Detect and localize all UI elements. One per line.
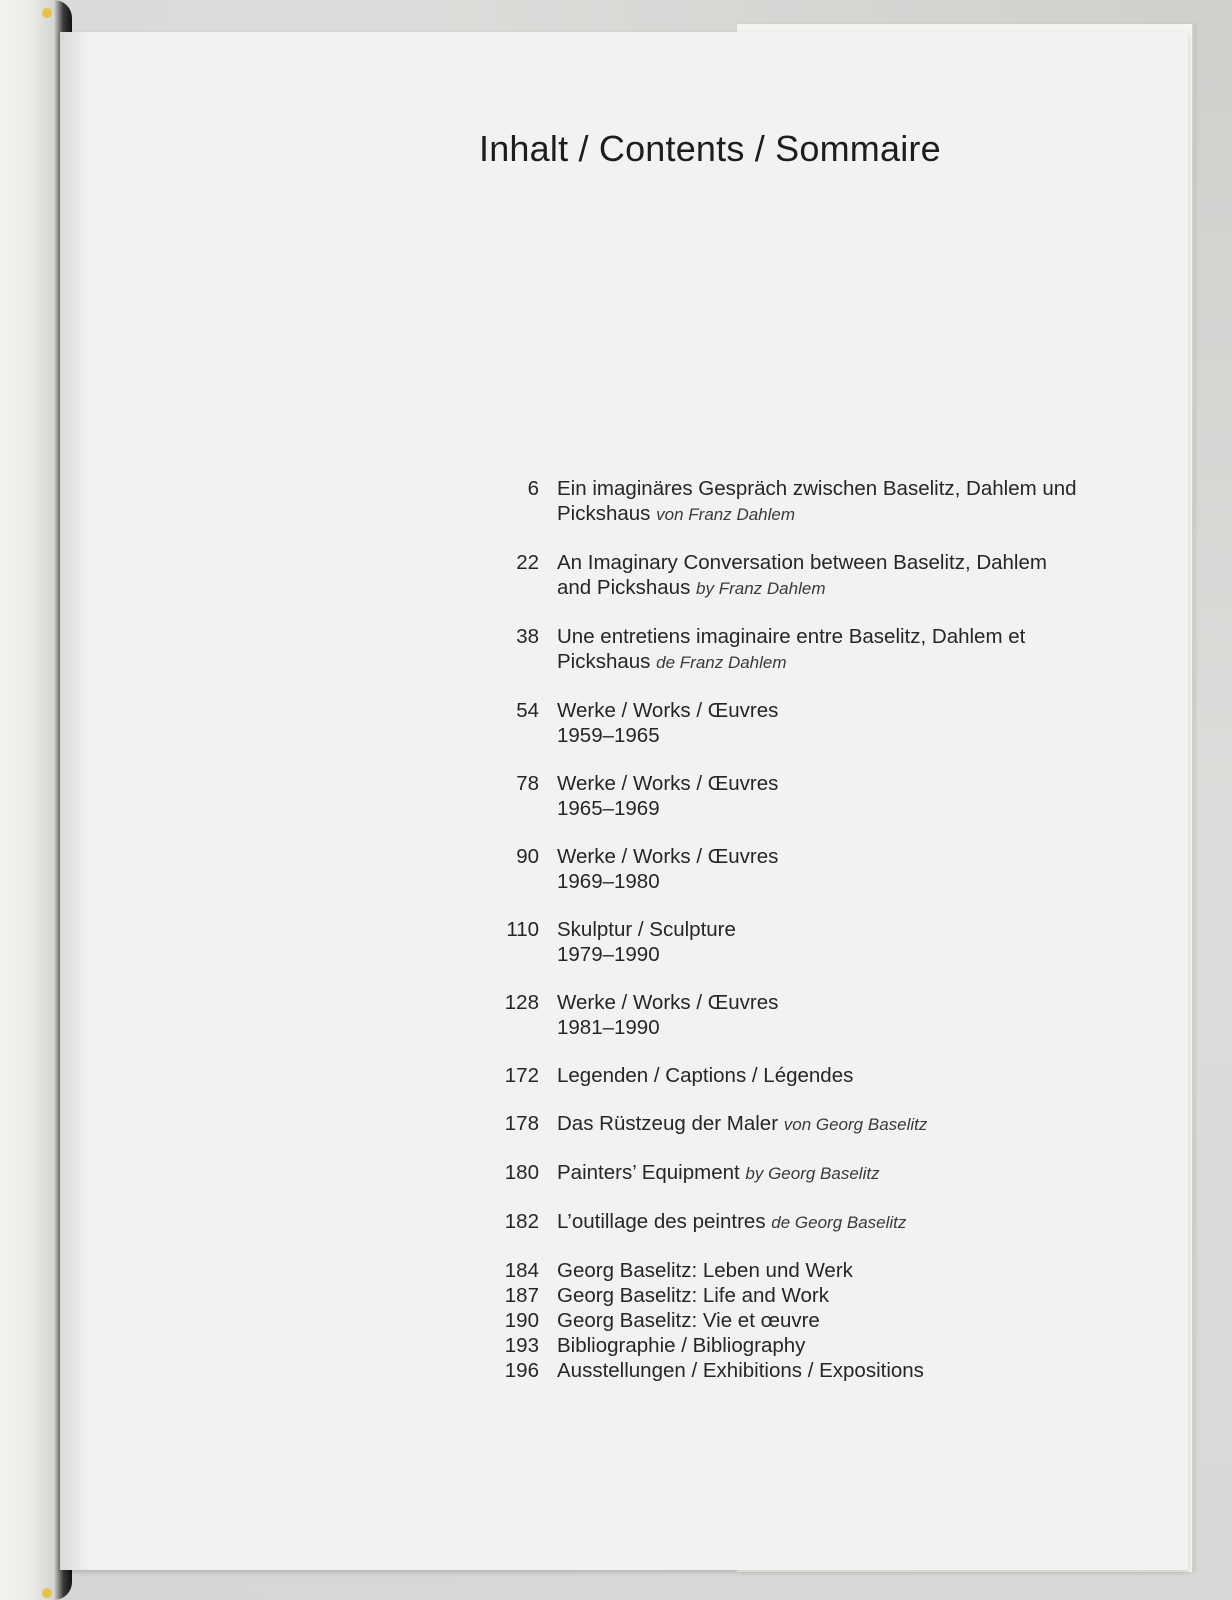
entry-years: 1981–1990 [557, 1016, 660, 1039]
entry-text [557, 1063, 1159, 1088]
entry-author: de Franz Dahlem [656, 653, 787, 672]
entry-line: Werke / Works / Œuvres [557, 845, 779, 868]
book-edge-dot [42, 1588, 52, 1598]
entry-text [557, 1111, 1159, 1137]
toc-entry [479, 1258, 1159, 1283]
entry-line: Skulptur / Sculpture [557, 918, 736, 941]
page-number: 128 [504, 991, 539, 1014]
entry-text [557, 844, 1159, 894]
entry-text [557, 1209, 1159, 1235]
toc-entry [479, 1358, 1159, 1383]
toc-entry [479, 1283, 1159, 1308]
book-edge-dot [42, 8, 52, 18]
entry-line [557, 1209, 1159, 1235]
entry-line: Werke / Works / Œuvres [557, 991, 779, 1014]
entry-line: Werke / Works / Œuvres [557, 772, 779, 795]
page-number: 187 [504, 1284, 539, 1307]
toc-entry [479, 624, 1159, 675]
toc-entry [479, 1308, 1159, 1333]
entry-text [557, 771, 1159, 821]
page-number: 178 [504, 1112, 539, 1135]
entry-line: An Imaginary Conversation between Baselitz, Dahlem [557, 551, 1047, 574]
page-number: 190 [504, 1309, 539, 1332]
toc-entry [479, 1209, 1159, 1235]
page-number: 196 [504, 1359, 539, 1382]
toc-entry [479, 698, 1159, 748]
toc-entry [479, 1160, 1159, 1186]
page-number: 172 [504, 1064, 539, 1087]
entry-years: 1959–1965 [557, 724, 660, 747]
entry-text [557, 917, 1159, 967]
entry-author: de Georg Baselitz [771, 1213, 907, 1232]
page-number: 54 [516, 699, 539, 722]
page-number: 38 [516, 625, 539, 648]
entry-text [557, 476, 1159, 527]
toc-entry [479, 476, 1159, 527]
entry-author: von Franz Dahlem [656, 505, 796, 524]
entry-line: Ein imaginäres Gespräch zwischen Baselitz, Dahlem und [557, 477, 1077, 500]
toc-entry [479, 990, 1159, 1040]
toc-entry [479, 1111, 1159, 1137]
entry-line [557, 649, 1159, 675]
toc-entry [479, 771, 1159, 821]
entry-text: Georg Baselitz: Life and Work [557, 1284, 829, 1307]
entry-line-text: and Pickshaus [557, 576, 691, 599]
entry-text [557, 550, 1159, 601]
page-number: 193 [504, 1334, 539, 1357]
page-number: 182 [504, 1210, 539, 1233]
entry-line [557, 1160, 1159, 1186]
page-number: 22 [516, 551, 539, 574]
toc-entry [479, 917, 1159, 967]
entry-line-text: Das Rüstzeug der Maler [557, 1112, 779, 1135]
entry-text [557, 624, 1159, 675]
entry-line: Une entretiens imaginaire entre Baselitz, Dahlem et [557, 625, 1026, 648]
book-page [60, 32, 1188, 1570]
entry-line-text: Pickshaus [557, 650, 651, 673]
entry-text [557, 698, 1159, 748]
toc-entry [479, 1063, 1159, 1088]
entry-line-text: Pickshaus [557, 502, 651, 525]
toc-entry [479, 1333, 1159, 1358]
page-number: 180 [504, 1161, 539, 1184]
entry-text: Georg Baselitz: Vie et œuvre [557, 1309, 820, 1332]
entry-text: Bibliographie / Bibliography [557, 1334, 806, 1357]
entry-text [557, 1160, 1159, 1186]
entry-years: 1965–1969 [557, 797, 660, 820]
entry-text: Ausstellungen / Exhibitions / Expositions [557, 1359, 924, 1382]
toc-entry [479, 550, 1159, 601]
entry-line: Legenden / Captions / Légendes [557, 1064, 854, 1087]
page-number: 90 [516, 845, 539, 868]
contents-title: Inhalt / Contents / Sommaire [479, 128, 941, 169]
entry-text [557, 990, 1159, 1040]
entry-years: 1969–1980 [557, 870, 660, 893]
entry-author: von Georg Baselitz [783, 1115, 928, 1134]
entry-line [557, 501, 1159, 527]
entry-author: by Franz Dahlem [696, 579, 826, 598]
table-of-contents [479, 476, 1159, 1383]
entry-line [557, 575, 1159, 601]
page-number: 110 [506, 918, 539, 941]
entry-line [557, 1111, 1159, 1137]
page-number: 6 [527, 477, 539, 500]
entry-author: by Georg Baselitz [745, 1164, 880, 1183]
entry-line: Werke / Works / Œuvres [557, 699, 779, 722]
entry-text: Georg Baselitz: Leben und Werk [557, 1259, 853, 1282]
page-shadow [60, 32, 90, 1570]
entry-line-text: Painters’ Equipment [557, 1161, 740, 1184]
toc-entry [479, 844, 1159, 894]
entry-line-text: L’outillage des peintres [557, 1210, 766, 1233]
page-number: 78 [516, 772, 539, 795]
entry-years: 1979–1990 [557, 943, 660, 966]
page-number: 184 [504, 1259, 539, 1282]
